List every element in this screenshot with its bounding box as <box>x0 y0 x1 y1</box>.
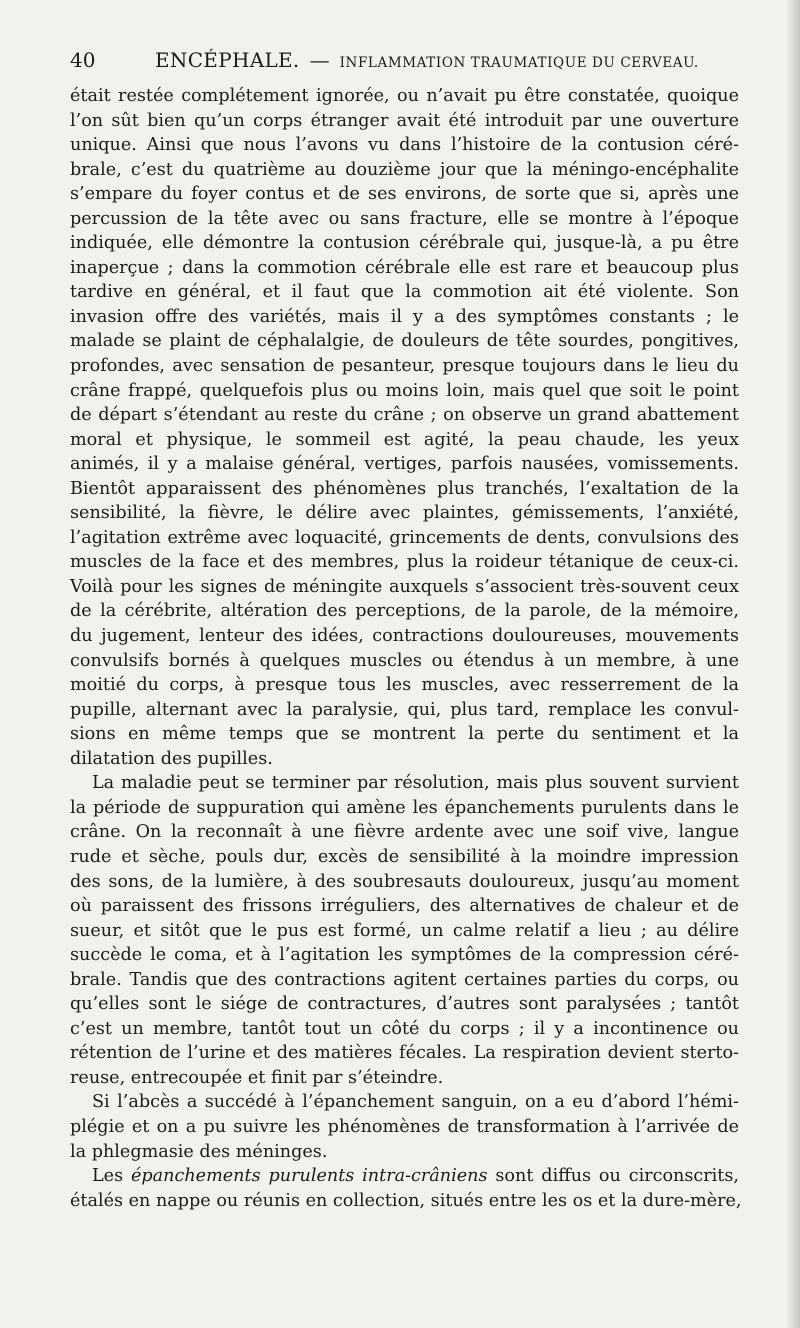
text-line: de départ s’étendant au reste du crâne ; on observe un grand abattement <box>70 405 739 426</box>
text-line: qu’elles sont le siége de contractures, d’autres sont paralysées ; tantôt <box>70 994 739 1015</box>
text-line: muscles de la face et des membres, plus la roideur tétanique de ceux-ci. <box>70 552 739 573</box>
text-line: Voilà pour les signes de méningite auxquels s’associent très-souvent ceux <box>70 576 739 597</box>
text-line: brale, c’est du quatrième au douzième jour que la méningo-encéphalite <box>70 159 739 180</box>
text-line: des sons, de la lumière, à des soubresauts douloureux, jusqu’au moment <box>70 871 739 892</box>
text-line: étalés en nappe ou réunis en collection, situés entre les os et la dure-mère, <box>70 1190 742 1211</box>
text-line: où paraissent des frissons irréguliers, des alternatives de chaleur et de <box>70 896 739 917</box>
text-line: reuse, entrecoupée et finit par s’éteindre. <box>70 1067 444 1088</box>
text-line: malade se plaint de céphalalgie, de douleurs de tête sourdes, pongitives, <box>70 331 739 352</box>
text-line: de la cérébrite, altération des perceptions, de la parole, de la mémoire, <box>70 601 739 622</box>
running-title: ENCÉPHALE. <box>155 48 300 72</box>
text-line: brale. Tandis que des contractions agitent certaines parties du corps, ou <box>70 969 739 990</box>
text-line: convulsifs bornés à quelques muscles ou étendus à un membre, à une <box>70 650 739 671</box>
text-line: invasion offre des variétés, mais il y a des symptômes constants ; le <box>70 306 739 327</box>
page-edge-shadow <box>786 0 800 1328</box>
text-line: l’agitation extrême avec loquacité, grincements de dents, convulsions des <box>70 527 739 548</box>
text-line: inaperçue ; dans la commotion cérébrale elle est rare et beaucoup plus <box>70 257 739 278</box>
text-line: La maladie peut se terminer par résolution, mais plus souvent survient <box>92 773 739 794</box>
text-line <box>70 1164 739 1189</box>
text-line: moral et physique, le sommeil est agité, la peau chaude, les yeux <box>70 429 739 450</box>
text-line: indiquée, elle démontre la contusion cérébrale qui, jusque-là, a pu être <box>70 233 739 254</box>
text-line: rétention de l’urine et des matières fécales. La respiration devient sterto- <box>70 1043 739 1064</box>
text-line: plégie et on a pu suivre les phénomènes de transformation à l’arrivée de <box>70 1116 739 1137</box>
text-line: sueur, et sitôt que le pus est formé, un calme relatif a lieu ; au délire <box>70 920 739 941</box>
text-line: s’empare du foyer contus et de ses environs, de sorte que si, après une <box>70 184 739 205</box>
page-header <box>70 48 736 78</box>
text-line: crâne. On la reconnaît à une fièvre ardente avec une soif vive, langue <box>70 822 739 843</box>
page-number: 40 <box>70 48 96 72</box>
text-line: moitié du corps, à presque tous les muscles, avec resserrement de la <box>70 675 739 696</box>
text-line: Si l’abcès a succédé à l’épanchement sanguin, on a eu d’abord l’hémi- <box>92 1092 739 1113</box>
text-fragment: sont diffus ou circonscrits, <box>487 1166 739 1187</box>
text-line: Bientôt apparaissent des phénomènes plus tranchés, l’exaltation de la <box>70 478 739 499</box>
text-line: sions en même temps que se montrent la perte du sentiment et la <box>70 724 739 745</box>
text-line: sensibilité, la fièvre, le délire avec plaintes, gémissements, l’anxiété, <box>70 503 739 524</box>
text-line: la phlegmasie des méninges. <box>70 1141 328 1162</box>
text-line: unique. Ainsi que nous l’avons vu dans l’histoire de la contusion céré- <box>70 135 739 156</box>
text-line: la période de suppuration qui amène les épanchements purulents dans le <box>70 797 739 818</box>
text-fragment: Les <box>92 1166 131 1187</box>
text-line: profondes, avec sensation de pesanteur, presque toujours dans le lieu du <box>70 356 739 377</box>
text-line: était restée complétement ignorée, ou n’avait pu être constatée, quoique <box>70 86 739 106</box>
text-line: animés, il y a malaise général, vertiges, parfois nausées, vomissements. <box>70 454 739 475</box>
text-line: succède le coma, et à l’agitation les symptômes de la compression céré- <box>70 945 739 966</box>
text-line: percussion de la tête avec ou sans fracture, elle se montre à l’époque <box>70 208 739 229</box>
header-separator: — <box>309 48 330 72</box>
text-line: rude et sèche, pouls dur, excès de sensibilité à la moindre impression <box>70 846 739 867</box>
running-subtitle: INFLAMMATION TRAUMATIQUE DU CERVEAU. <box>339 55 699 71</box>
text-line: crâne frappé, quelquefois plus ou moins loin, mais quel que soit le point <box>70 380 739 401</box>
body-text <box>70 84 742 1213</box>
text-line: l’on sût bien qu’un corps étranger avait été introduit par une ouverture <box>70 110 739 131</box>
text-line: tardive en général, et il faut que la commotion ait été violente. Son <box>70 282 739 303</box>
text-line: du jugement, lenteur des idées, contractions douloureuses, mouvements <box>70 626 739 647</box>
italic-term: épanchements purulents intra-crâniens <box>131 1166 488 1187</box>
text-line: dilatation des pupilles. <box>70 748 273 769</box>
text-line: pupille, alternant avec la paralysie, qui, plus tard, remplace les convul- <box>70 699 739 720</box>
text-line: c’est un membre, tantôt tout un côté du corps ; il y a incontinence ou <box>70 1018 739 1039</box>
